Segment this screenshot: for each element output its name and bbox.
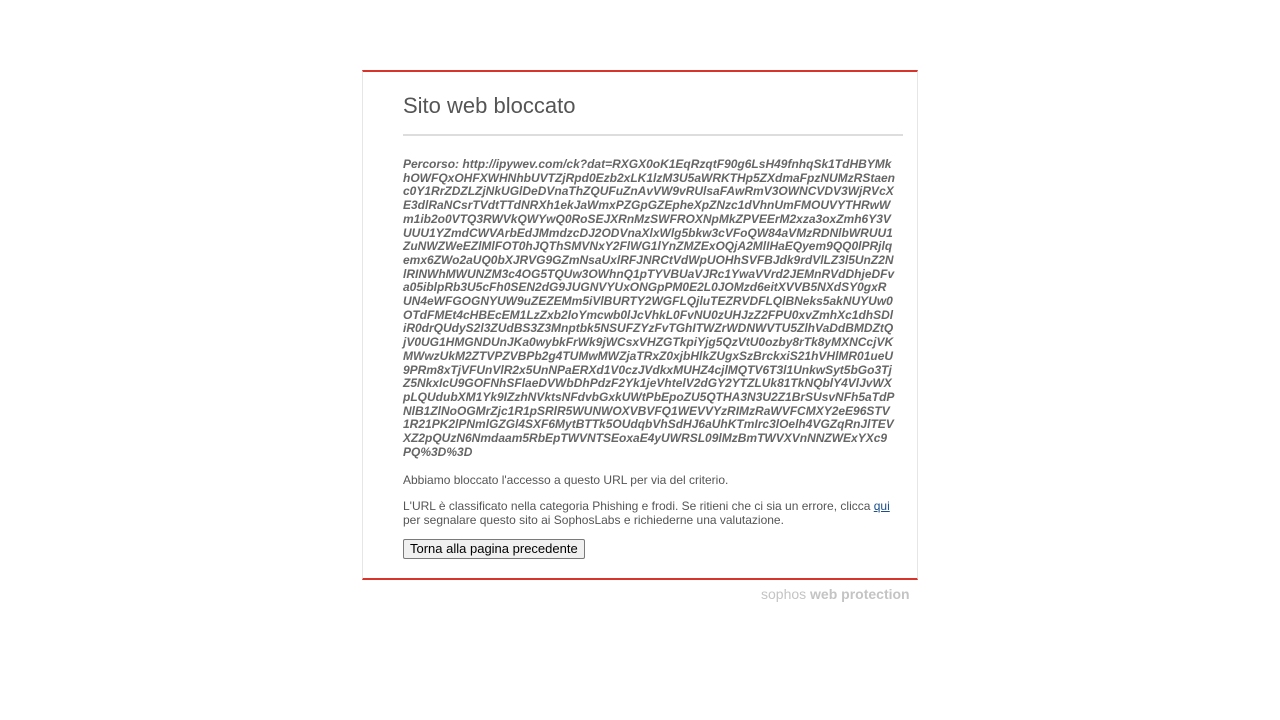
report-link[interactable]: qui (873, 499, 890, 513)
brand-name: sophos (761, 586, 807, 602)
brand-footer (761, 586, 910, 602)
back-button[interactable]: Torna alla pagina precedente (403, 539, 585, 559)
page-title: Sito web bloccato (403, 93, 576, 118)
blocked-page-card (362, 70, 918, 580)
path-label: Percorso: (403, 157, 460, 171)
blocked-path (403, 158, 895, 459)
title-divider (403, 134, 903, 136)
brand-product: web protection (810, 586, 910, 602)
policy-message: Abbiamo bloccato l'accesso a questo URL per via del criterio. (403, 473, 729, 487)
category-message (403, 499, 895, 527)
path-url: http://ipywev.com/ck?dat=RXGX0oK1EqRzqtF90g6LsH49fnhqSk1TdHBYMkhOWFQxOHFXWHNhbUVTZjRpd0Ezb2xLK1lzM3U5aWRKTHp5ZXdmaFpzNUMzRStaenc0Y1RrZDZLZjNkUGlDeDVnaThZQUFuZnAvVW9vRUlsaFAwRmV3OWNCVDV3WjRVcXE3dlRaNCsrTVdtTTdNRXh1ekJaWmxPZGpGZEpheXpZNzc1dVhnUmFMOUVYTHRwWm1ib2o0VTQ3RWVkQWYwQ0RoSEJXRnMzSWFROXNpMkZPVEErM2xza3oxZmh6Y3VUUU1YZmdCWVArbEdJMmdzcDJ2ODVnaXlxWlg5bkw3cVFoQW84aVMzRDNlbWRUU1ZuNWZWeEZlMlFOT0hJQThSMVNxY2FlWG1lYnZMZExOQjA2MlIHaEQyem9QQ0lPRjlqemx6ZWo2aUQ0bXJRVG9GZmNsaUxlRFJNRCtVdWpUOHhSVFBJdk9rdVlLZ3l5UnZ2NlRINWhMWUNZM3c4OG5TQUw3OWhnQ1pTYVBUaVJRc1YwaVVrd2JEMnRVdDhjeDFva05iblpRb3U5cFh0SEN2dG9JUGNVYUxONGpPM0E2L0JOMzd6eitXVVB5NXdSY0gxRUN4eWFGOGNYUW9uZEZEMm5iVlBURTY2WGFLQjluTEZRVDFLQlBNeks5akNUYUw0OTdFMEt4cHBEcEM1LzZxb2loYmcwb0lJcVhkL0FvNU0zUHJzZ2FPU0xvZmhXc1dhSDliR0drQUdyS2l3ZUdBS3Z3Mnptbk5NSUFZYzFvTGhITWZrWDNWVTU5ZlhVaDdBMDZtQjV0UG1HMGNDUnJKa0wybkFrWk9jWCsxVHZGTkpiYjg5QzVtU0ozby8rTk8yMXNCcjVKMWwzUkM2ZTVPZVBPb2g4TUMwMWZjaTRxZ0xjbHlkZUgxSzBrckxiS21hVHlMR01ueU9PRm8xTjVFUnVlR2x5UnNPaERXd1V0czJVdkxMUHZ4cjlMQTV6T3l1UnkwSyt5bGo3TjZ5NkxIcU9GOFNhSFlaeDVWbDhPdzF2Yk1jeVhtelV2dGY2YTZLUk81TkNQblY4VlJvWXpLQUdubXM1Yk9IZzhNVktsNFdvbGxkUWtPbEpoZU5QTHA3N3U2Z1BrSUsvNFh5aTdPNlB1ZlNoOGMrZjc1R1pSRlR5WUNWOXVBVFQ1WEVVYzRIMzRaWVFCMXY2eE96STV1R21PK2lPNmlGZGl4SXF6MytBTTk5OUdqbVhSdHJ6aUhKTmIrc3lOelh4VGZqRnJlTEVXZ2pQUzN6Nmdaam5RbEpTWVNTSEoxaE4yUWRSL09lMzBmTWVXVnNNZWExYXc9PQ%3D%3D (403, 157, 896, 459)
category-message-text: L'URL è classificato nella categoria Phishing e frodi. Se ritieni che ci sia un errore, clicca (403, 499, 874, 513)
category-message-tail: per segnalare questo sito ai SophosLabs e richiederne una valutazione. (403, 513, 784, 527)
